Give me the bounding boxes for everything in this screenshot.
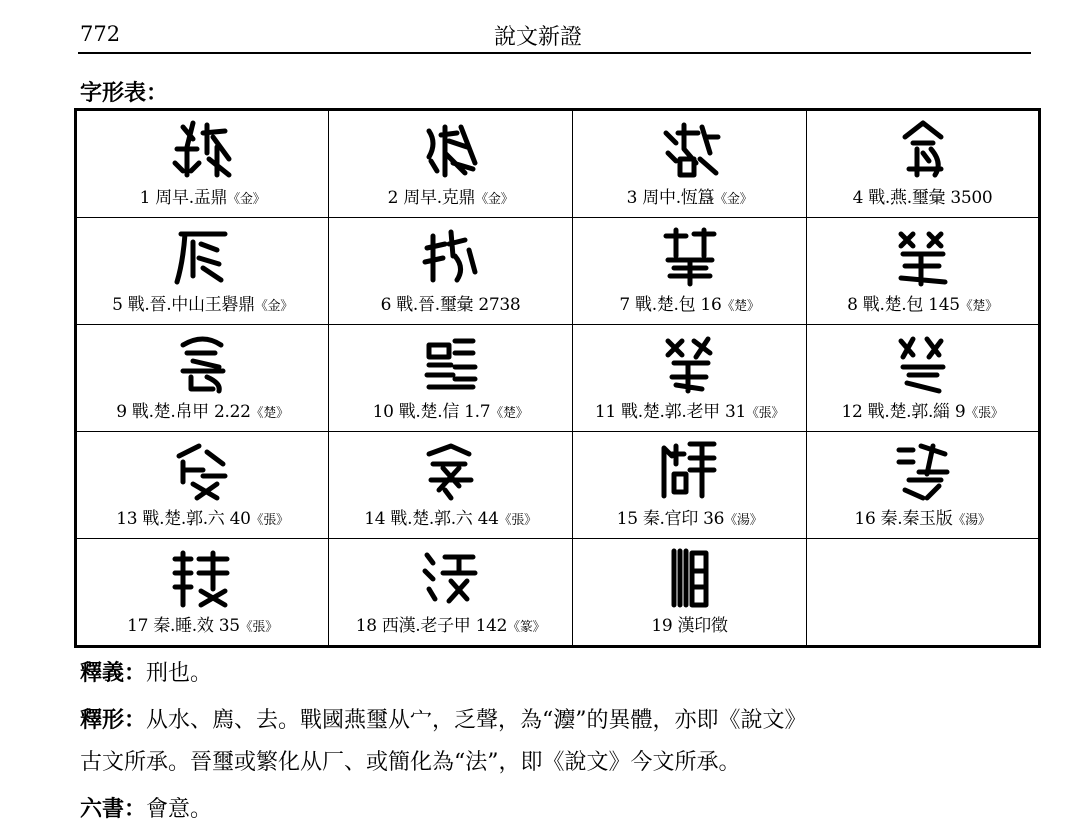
glyph-caption-label: 16 秦.秦玉版 [854,509,953,529]
glyph-caption [573,508,806,532]
ancient-glyph-icon [77,539,328,615]
glyph-caption-source: 《金》 [714,192,753,207]
ancient-glyph-icon [77,111,328,187]
glyph-cell [573,218,807,325]
six-scripts-label: 六書： [80,796,147,822]
glyph-table-row [76,110,1040,218]
glyph-cell [573,110,807,218]
glyph-cell [573,432,807,539]
glyph-caption [329,615,572,639]
glyph-caption-source: 《張》 [498,513,537,528]
glyph-caption-source: 《金》 [475,192,514,207]
glyph-cell [329,110,573,218]
glyph-cell [573,539,807,647]
six-scripts-text: 會意。 [146,797,213,822]
glyph-caption [573,187,806,211]
ancient-glyph-icon [573,218,806,294]
glyph-cell [329,432,573,539]
glyph-cell [76,218,329,325]
glyph-table [74,108,1041,648]
glyph-table-row [76,325,1040,432]
glyph-caption-label: 12 戰.楚.郭.緇 9 [841,402,966,422]
glyph-caption [77,294,328,318]
glyph-caption-label: 18 西漢.老子甲 142 [355,616,508,636]
definition-paragraph [80,656,212,687]
glyph-caption [573,615,806,639]
ancient-glyph-icon [807,325,1038,401]
section-heading: 字形表： [80,80,169,106]
ancient-glyph-icon [329,111,572,187]
glyph-caption-label: 17 秦.睡.效 35 [127,616,240,636]
glyph-caption-source: 《篆》 [507,620,546,635]
form-analysis-continuation [80,745,741,776]
glyph-table-row [76,539,1040,647]
glyph-table-row [76,432,1040,539]
glyph-cell [807,325,1040,432]
ancient-glyph-icon [77,432,328,508]
glyph-cell [76,325,329,432]
glyph-caption-source: 《張》 [250,513,289,528]
glyph-caption [807,508,1038,532]
glyph-caption-label: 14 戰.楚.郭.六 44 [364,509,499,529]
glyph-caption-label: 9 戰.楚.帛甲 2.22 [116,402,251,422]
ancient-glyph-icon [573,432,806,508]
glyph-caption-label: 10 戰.楚.信 1.7 [372,402,491,422]
glyph-caption-label: 4 戰.燕.璽彙 3500 [852,188,993,208]
ancient-glyph-icon [573,111,806,187]
glyph-caption-label: 2 周早.克鼎 [387,188,476,208]
ancient-glyph-icon [329,539,572,615]
ancient-glyph-icon [807,111,1038,187]
glyph-caption [807,294,1038,318]
glyph-caption-source: 《楚》 [959,299,998,314]
ancient-glyph-icon [573,539,806,615]
glyph-cell [573,325,807,432]
glyph-caption-source: 《楚》 [490,406,529,421]
glyph-caption-label: 11 戰.楚.郭.老甲 31 [594,402,746,422]
glyph-caption [77,615,328,639]
glyph-cell [76,432,329,539]
glyph-caption-source: 《張》 [745,406,785,421]
glyph-caption-source: 《楚》 [250,406,289,421]
glyph-caption [329,187,572,211]
glyph-cell [329,539,573,647]
ancient-glyph-icon [77,325,328,401]
form-analysis-line-1: 从水、廌、去。戰國燕璽从宀，乏聲，為“灋”的異體，亦即《說文》 [146,708,807,733]
glyph-cell [329,325,573,432]
glyph-caption [77,401,328,425]
glyph-caption-label: 5 戰.晉.中山王礜鼎 [112,295,255,315]
glyph-cell [807,110,1040,218]
glyph-cell [76,110,329,218]
glyph-table-row [76,218,1040,325]
glyph-caption-source: 《湯》 [952,513,991,528]
header-rule [78,52,1031,54]
definition-label: 釋義： [80,660,147,686]
page-number: 772 [80,22,121,46]
definition-text: 刑也。 [146,661,213,686]
glyph-caption [77,187,328,211]
glyph-caption-label: 15 秦.官印 36 [616,509,725,529]
glyph-caption-label: 7 戰.楚.包 16 [619,295,722,315]
ancient-glyph-icon [329,325,572,401]
form-analysis-line-2: 古文所承。晉璽或繁化从厂、或簡化為“法”，即《說文》今文所承。 [80,750,741,775]
glyph-caption [329,294,572,318]
glyph-caption [807,401,1038,425]
glyph-caption [77,508,328,532]
glyph-caption-label: 19 漢印徵 [651,616,728,636]
glyph-caption-source: 《楚》 [721,299,760,314]
glyph-cell [807,432,1040,539]
form-analysis-paragraph [80,703,807,734]
glyph-caption [329,508,572,532]
glyph-caption [807,187,1038,211]
ancient-glyph-icon [329,218,572,294]
glyph-caption-label: 8 戰.楚.包 145 [847,295,960,315]
glyph-caption-source: 《張》 [965,406,1004,421]
glyph-caption-label: 6 戰.晉.璽彙 2738 [380,295,521,315]
six-scripts-paragraph [80,792,212,823]
glyph-caption-label: 1 周早.盂鼎 [139,188,228,208]
ancient-glyph-icon [77,218,328,294]
glyph-caption-label: 13 戰.楚.郭.六 40 [116,509,251,529]
glyph-cell [807,539,1040,647]
running-title: 說文新證 [493,25,582,50]
ancient-glyph-icon [329,432,572,508]
glyph-caption-source: 《金》 [227,192,266,207]
glyph-caption [329,401,572,425]
ancient-glyph-icon [807,218,1038,294]
ancient-glyph-icon [573,325,806,401]
glyph-caption-source: 《張》 [239,620,278,635]
ancient-glyph-icon [807,432,1038,508]
glyph-caption-source: 《湯》 [724,513,763,528]
glyph-caption-label: 3 周中.恆簋 [626,188,715,208]
glyph-cell [76,539,329,647]
glyph-caption [573,294,806,318]
glyph-cell [329,218,573,325]
form-analysis-label: 釋形： [80,707,147,733]
glyph-caption [573,401,806,425]
glyph-caption-source: 《金》 [254,299,293,314]
glyph-table-body [76,110,1040,647]
glyph-cell [807,218,1040,325]
